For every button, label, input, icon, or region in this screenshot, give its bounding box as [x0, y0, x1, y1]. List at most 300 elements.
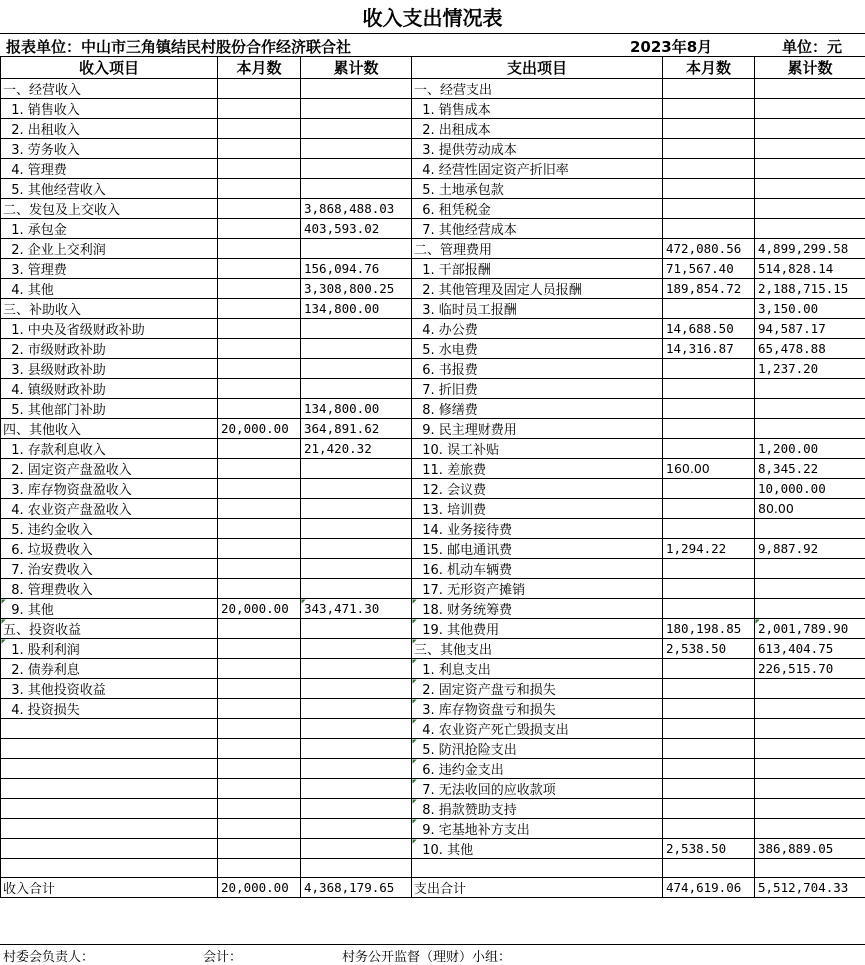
expense-month-cell	[663, 179, 755, 199]
expense-item-cell: 10. 其他	[412, 839, 663, 859]
expense-cum-cell	[755, 79, 865, 99]
table-row	[1, 799, 865, 819]
expense-cum-cell: 8,345.22	[755, 459, 865, 479]
income-month-cell	[218, 199, 301, 219]
table-row	[1, 819, 865, 839]
table-row	[1, 759, 865, 779]
expense-item-cell: 二、管理费用	[412, 239, 663, 259]
income-item-cell: 1. 股利利润	[1, 639, 218, 659]
expense-item-cell: 2. 其他管理及固定人员报酬	[412, 279, 663, 299]
income-cum-cell: 21,420.32	[301, 439, 412, 459]
table-row	[1, 299, 865, 319]
expense-cum-cell	[755, 399, 865, 419]
income-month-cell	[218, 779, 301, 799]
expense-item-cell: 9. 宅基地补方支出	[412, 819, 663, 839]
expense-month-cell	[663, 419, 755, 439]
expense-item-cell: 11. 差旅费	[412, 459, 663, 479]
table-row	[1, 139, 865, 159]
expense-month-cell	[663, 759, 755, 779]
expense-item-cell: 1. 利息支出	[412, 659, 663, 679]
income-item-cell: 1. 承包金	[1, 219, 218, 239]
expense-item-cell: 13. 培训费	[412, 499, 663, 519]
expense-cum-cell	[755, 99, 865, 119]
expense-month-cell	[663, 599, 755, 619]
income-month-cell	[218, 439, 301, 459]
expense-cum-cell: 9,887.92	[755, 539, 865, 559]
expense-month-cell	[663, 659, 755, 679]
expense-item-cell: 三、其他支出	[412, 639, 663, 659]
income-item-cell: 五、投资收益	[1, 619, 218, 639]
income-item-cell: 2. 市级财政补助	[1, 339, 218, 359]
totals-row	[1, 878, 865, 898]
expense-total-month: 474,619.06	[663, 878, 755, 898]
income-item-cell	[1, 839, 218, 859]
income-item-cell	[1, 739, 218, 759]
expense-month-cell: 1,294.22	[663, 539, 755, 559]
income-cum-cell	[301, 379, 412, 399]
expense-month-cell: 14,688.50	[663, 319, 755, 339]
expense-item-cell: 一、经营支出	[412, 79, 663, 99]
table-row	[1, 779, 865, 799]
table-row	[1, 459, 865, 479]
income-cum-cell: 403,593.02	[301, 219, 412, 239]
column-header-row	[1, 57, 865, 79]
income-month-cell	[218, 259, 301, 279]
income-month-cell: 20,000.00	[218, 599, 301, 619]
income-month-cell	[218, 239, 301, 259]
expense-month-cell	[663, 99, 755, 119]
income-cum-cell	[301, 759, 412, 779]
income-month-cell	[218, 739, 301, 759]
table-row	[1, 579, 865, 599]
income-month-cell	[218, 559, 301, 579]
expense-month-cell: 2,538.50	[663, 839, 755, 859]
table-row	[1, 739, 865, 759]
expense-month-cell	[663, 139, 755, 159]
income-total-label: 收入合计	[1, 878, 218, 898]
income-cum-cell	[301, 339, 412, 359]
income-item-cell: 7. 治安费收入	[1, 559, 218, 579]
expense-month-cell	[663, 819, 755, 839]
income-cum-cell: 364,891.62	[301, 419, 412, 439]
income-cum-cell: 134,800.00	[301, 299, 412, 319]
income-item-cell: 二、发包及上交收入	[1, 199, 218, 219]
currency-unit: 单位：元	[782, 36, 842, 57]
table-row	[1, 219, 865, 239]
expense-cum-cell	[755, 179, 865, 199]
income-month-cell	[218, 659, 301, 679]
expense-month-cell	[663, 779, 755, 799]
income-month-cell	[218, 539, 301, 559]
income-month-cell	[218, 299, 301, 319]
table-row	[1, 359, 865, 379]
income-item-cell: 一、经营收入	[1, 79, 218, 99]
expense-item-cell: 7. 折旧费	[412, 379, 663, 399]
income-cum-cell: 3,868,488.03	[301, 199, 412, 219]
table-row	[1, 79, 865, 99]
income-month-cell	[218, 319, 301, 339]
income-cum-cell	[301, 119, 412, 139]
expense-month-cell	[663, 499, 755, 519]
expense-item-cell: 6. 违约金支出	[412, 759, 663, 779]
income-month-cell	[218, 119, 301, 139]
expense-cum-cell	[755, 679, 865, 699]
expense-month-cell	[663, 519, 755, 539]
income-item-cell: 4. 镇级财政补助	[1, 379, 218, 399]
table-row	[1, 159, 865, 179]
expense-cum-cell: 80.00	[755, 499, 865, 519]
income-item-cell: 6. 垃圾费收入	[1, 539, 218, 559]
table-row	[1, 199, 865, 219]
income-month-cell	[218, 399, 301, 419]
income-cum-cell	[301, 139, 412, 159]
expense-cum-cell: 2,001,789.90	[755, 619, 865, 639]
expense-total-label: 支出合计	[412, 878, 663, 898]
expense-item-cell: 19. 其他费用	[412, 619, 663, 639]
income-month-cell	[218, 179, 301, 199]
report-header	[0, 33, 865, 57]
income-cum-cell: 3,308,800.25	[301, 279, 412, 299]
income-item-cell: 8. 管理费收入	[1, 579, 218, 599]
income-month-cell	[218, 679, 301, 699]
income-item-cell: 三、补助收入	[1, 299, 218, 319]
expense-item-cell: 9. 民主理财费用	[412, 419, 663, 439]
expense-item-cell: 3. 库存物资盘亏和损失	[412, 699, 663, 719]
expense-cum-cell: 613,404.75	[755, 639, 865, 659]
expense-item-cell: 8. 修缮费	[412, 399, 663, 419]
expense-item-cell: 8. 捐款赞助支持	[412, 799, 663, 819]
income-month-cell	[218, 479, 301, 499]
table-row	[1, 339, 865, 359]
table-row	[1, 239, 865, 259]
income-month-cell	[218, 79, 301, 99]
empty-cell	[1, 859, 218, 878]
col-expense-month: 本月数	[663, 57, 755, 79]
expense-month-cell: 71,567.40	[663, 259, 755, 279]
income-item-cell: 2. 出租收入	[1, 119, 218, 139]
expense-month-cell	[663, 199, 755, 219]
expense-month-cell	[663, 579, 755, 599]
income-month-cell	[218, 639, 301, 659]
income-cum-cell	[301, 539, 412, 559]
income-item-cell	[1, 719, 218, 739]
income-month-cell: 20,000.00	[218, 419, 301, 439]
empty-cell	[755, 859, 865, 878]
table-row	[1, 619, 865, 639]
expense-month-cell	[663, 119, 755, 139]
expense-item-cell: 17. 无形资产摊销	[412, 579, 663, 599]
empty-cell	[218, 859, 301, 878]
expense-item-cell: 5. 水电费	[412, 339, 663, 359]
table-row	[1, 599, 865, 619]
expense-cum-cell: 226,515.70	[755, 659, 865, 679]
income-month-cell	[218, 159, 301, 179]
income-month-cell	[218, 339, 301, 359]
income-month-cell	[218, 719, 301, 739]
income-cum-cell: 343,471.30	[301, 599, 412, 619]
expense-month-cell: 189,854.72	[663, 279, 755, 299]
income-item-cell: 9. 其他	[1, 599, 218, 619]
expense-month-cell	[663, 739, 755, 759]
income-cum-cell	[301, 319, 412, 339]
expense-cum-cell	[755, 199, 865, 219]
expense-cum-cell: 3,150.00	[755, 299, 865, 319]
income-month-cell	[218, 279, 301, 299]
income-cum-cell	[301, 239, 412, 259]
table-row	[1, 679, 865, 699]
expense-item-cell: 5. 防汛抢险支出	[412, 739, 663, 759]
income-cum-cell	[301, 579, 412, 599]
income-item-cell: 4. 投资损失	[1, 699, 218, 719]
income-item-cell: 5. 违约金收入	[1, 519, 218, 539]
expense-cum-cell	[755, 819, 865, 839]
table-row	[1, 699, 865, 719]
expense-item-cell: 18. 财务统筹费	[412, 599, 663, 619]
income-cum-cell: 156,094.76	[301, 259, 412, 279]
expense-cum-cell	[755, 719, 865, 739]
expense-cum-cell	[755, 699, 865, 719]
expense-item-cell: 6. 租凭税金	[412, 199, 663, 219]
income-cum-cell	[301, 819, 412, 839]
expense-cum-cell: 65,478.88	[755, 339, 865, 359]
table-row	[1, 479, 865, 499]
income-item-cell: 4. 其他	[1, 279, 218, 299]
report-title: 收入支出情况表	[0, 0, 865, 33]
table-row	[1, 319, 865, 339]
expense-cum-cell	[755, 559, 865, 579]
income-cum-cell	[301, 779, 412, 799]
signature-footer	[0, 944, 865, 964]
col-income-item: 收入项目	[1, 57, 218, 79]
income-month-cell	[218, 139, 301, 159]
col-expense-item: 支出项目	[412, 57, 663, 79]
expense-item-cell: 2. 固定资产盘亏和损失	[412, 679, 663, 699]
expense-item-cell: 7. 其他经营成本	[412, 219, 663, 239]
expense-item-cell: 1. 干部报酬	[412, 259, 663, 279]
income-item-cell: 4. 管理费	[1, 159, 218, 179]
committee-head-label: 村委会负责人：	[3, 946, 94, 965]
expense-cum-cell	[755, 799, 865, 819]
expense-month-cell	[663, 379, 755, 399]
income-month-cell	[218, 459, 301, 479]
expense-month-cell: 14,316.87	[663, 339, 755, 359]
expense-cum-cell	[755, 759, 865, 779]
expense-cum-cell	[755, 779, 865, 799]
expense-item-cell: 1. 销售成本	[412, 99, 663, 119]
table-row	[1, 839, 865, 859]
col-expense-cum: 累计数	[755, 57, 865, 79]
income-cum-cell	[301, 159, 412, 179]
income-item-cell: 1. 销售收入	[1, 99, 218, 119]
income-item-cell: 2. 固定资产盘盈收入	[1, 459, 218, 479]
income-cum-cell: 134,800.00	[301, 399, 412, 419]
expense-cum-cell	[755, 159, 865, 179]
expense-month-cell	[663, 699, 755, 719]
income-item-cell: 3. 管理费	[1, 259, 218, 279]
expense-item-cell: 2. 出租成本	[412, 119, 663, 139]
income-cum-cell	[301, 639, 412, 659]
expense-item-cell: 4. 办公费	[412, 319, 663, 339]
table-row	[1, 559, 865, 579]
income-month-cell	[218, 699, 301, 719]
table-row	[1, 499, 865, 519]
income-cum-cell	[301, 659, 412, 679]
income-item-cell: 3. 其他投资收益	[1, 679, 218, 699]
income-cum-cell	[301, 699, 412, 719]
expense-item-cell: 15. 邮电通讯费	[412, 539, 663, 559]
spacer-row	[1, 859, 865, 878]
expense-cum-cell	[755, 219, 865, 239]
income-item-cell: 3. 库存物资盘盈收入	[1, 479, 218, 499]
table-row	[1, 279, 865, 299]
expense-month-cell	[663, 359, 755, 379]
expense-cum-cell	[755, 599, 865, 619]
expense-cum-cell: 514,828.14	[755, 259, 865, 279]
table-row	[1, 439, 865, 459]
table-row	[1, 379, 865, 399]
expense-item-cell: 7. 无法收回的应收款项	[412, 779, 663, 799]
income-item-cell	[1, 799, 218, 819]
income-month-cell	[218, 519, 301, 539]
expense-item-cell: 4. 经营性固定资产折旧率	[412, 159, 663, 179]
income-cum-cell	[301, 679, 412, 699]
expense-month-cell	[663, 439, 755, 459]
income-cum-cell	[301, 519, 412, 539]
table-row	[1, 419, 865, 439]
empty-cell	[412, 859, 663, 878]
income-item-cell: 1. 中央及省级财政补助	[1, 319, 218, 339]
table-row	[1, 119, 865, 139]
col-income-cum: 累计数	[301, 57, 412, 79]
expense-month-cell	[663, 299, 755, 319]
table-row	[1, 259, 865, 279]
income-item-cell	[1, 819, 218, 839]
table-row	[1, 519, 865, 539]
expense-item-cell: 5. 土地承包款	[412, 179, 663, 199]
income-item-cell: 3. 劳务收入	[1, 139, 218, 159]
income-item-cell: 5. 其他部门补助	[1, 399, 218, 419]
income-month-cell	[218, 799, 301, 819]
expense-month-cell	[663, 219, 755, 239]
expense-month-cell: 180,198.85	[663, 619, 755, 639]
expense-month-cell	[663, 159, 755, 179]
table-row	[1, 399, 865, 419]
income-month-cell	[218, 379, 301, 399]
income-month-cell	[218, 839, 301, 859]
expense-item-cell: 10. 误工补贴	[412, 439, 663, 459]
income-cum-cell	[301, 499, 412, 519]
expense-month-cell	[663, 79, 755, 99]
table-row	[1, 659, 865, 679]
expense-cum-cell	[755, 739, 865, 759]
expense-cum-cell: 4,899,299.58	[755, 239, 865, 259]
empty-cell	[301, 859, 412, 878]
expense-item-cell: 6. 书报费	[412, 359, 663, 379]
expense-item-cell: 14. 业务接待费	[412, 519, 663, 539]
income-cum-cell	[301, 459, 412, 479]
income-cum-cell	[301, 179, 412, 199]
expense-cum-cell: 386,889.05	[755, 839, 865, 859]
income-item-cell	[1, 779, 218, 799]
expense-month-cell: 160.00	[663, 459, 755, 479]
empty-cell	[663, 859, 755, 878]
income-month-cell	[218, 819, 301, 839]
expense-month-cell: 2,538.50	[663, 639, 755, 659]
expense-cum-cell	[755, 519, 865, 539]
col-income-month: 本月数	[218, 57, 301, 79]
expense-month-cell: 472,080.56	[663, 239, 755, 259]
income-cum-cell	[301, 619, 412, 639]
income-month-cell	[218, 359, 301, 379]
income-item-cell: 4. 农业资产盘盈收入	[1, 499, 218, 519]
income-item-cell: 四、其他收入	[1, 419, 218, 439]
income-item-cell: 1. 存款利息收入	[1, 439, 218, 459]
income-month-cell	[218, 579, 301, 599]
income-cum-cell	[301, 99, 412, 119]
accountant-label: 会计：	[203, 946, 242, 965]
expense-cum-cell	[755, 139, 865, 159]
table-row	[1, 639, 865, 659]
expense-total-cum: 5,512,704.33	[755, 878, 865, 898]
expense-cum-cell	[755, 579, 865, 599]
expense-cum-cell: 10,000.00	[755, 479, 865, 499]
table-body	[1, 79, 865, 898]
supervision-group-label: 村务公开监督（理财）小组：	[342, 946, 511, 965]
expense-cum-cell: 2,188,715.15	[755, 279, 865, 299]
income-total-month: 20,000.00	[218, 878, 301, 898]
expense-month-cell	[663, 719, 755, 739]
income-expense-table	[0, 56, 865, 898]
income-month-cell	[218, 619, 301, 639]
income-month-cell	[218, 219, 301, 239]
expense-item-cell: 4. 农业资产死亡毁损支出	[412, 719, 663, 739]
income-cum-cell	[301, 719, 412, 739]
income-cum-cell	[301, 739, 412, 759]
expense-cum-cell: 1,200.00	[755, 439, 865, 459]
income-item-cell: 2. 债券利息	[1, 659, 218, 679]
expense-item-cell: 3. 提供劳动成本	[412, 139, 663, 159]
expense-month-cell	[663, 679, 755, 699]
income-cum-cell	[301, 799, 412, 819]
income-total-cum: 4,368,179.65	[301, 878, 412, 898]
income-item-cell	[1, 759, 218, 779]
income-cum-cell	[301, 479, 412, 499]
expense-cum-cell: 1,237.20	[755, 359, 865, 379]
income-cum-cell	[301, 79, 412, 99]
income-item-cell: 5. 其他经营收入	[1, 179, 218, 199]
expense-item-cell: 3. 临时员工报酬	[412, 299, 663, 319]
report-period: 2023年8月	[630, 36, 712, 57]
income-month-cell	[218, 99, 301, 119]
table-row	[1, 539, 865, 559]
income-cum-cell	[301, 359, 412, 379]
reporting-unit: 报表单位：中山市三角镇结民村股份合作经济联合社	[6, 36, 351, 57]
expense-cum-cell: 94,587.17	[755, 319, 865, 339]
income-item-cell: 3. 县级财政补助	[1, 359, 218, 379]
expense-month-cell	[663, 479, 755, 499]
table-row	[1, 719, 865, 739]
income-item-cell: 2. 企业上交利润	[1, 239, 218, 259]
expense-month-cell	[663, 559, 755, 579]
table-row	[1, 179, 865, 199]
expense-item-cell: 12. 会议费	[412, 479, 663, 499]
income-cum-cell	[301, 559, 412, 579]
income-month-cell	[218, 499, 301, 519]
expense-month-cell	[663, 399, 755, 419]
table-row	[1, 99, 865, 119]
income-month-cell	[218, 759, 301, 779]
income-cum-cell	[301, 839, 412, 859]
